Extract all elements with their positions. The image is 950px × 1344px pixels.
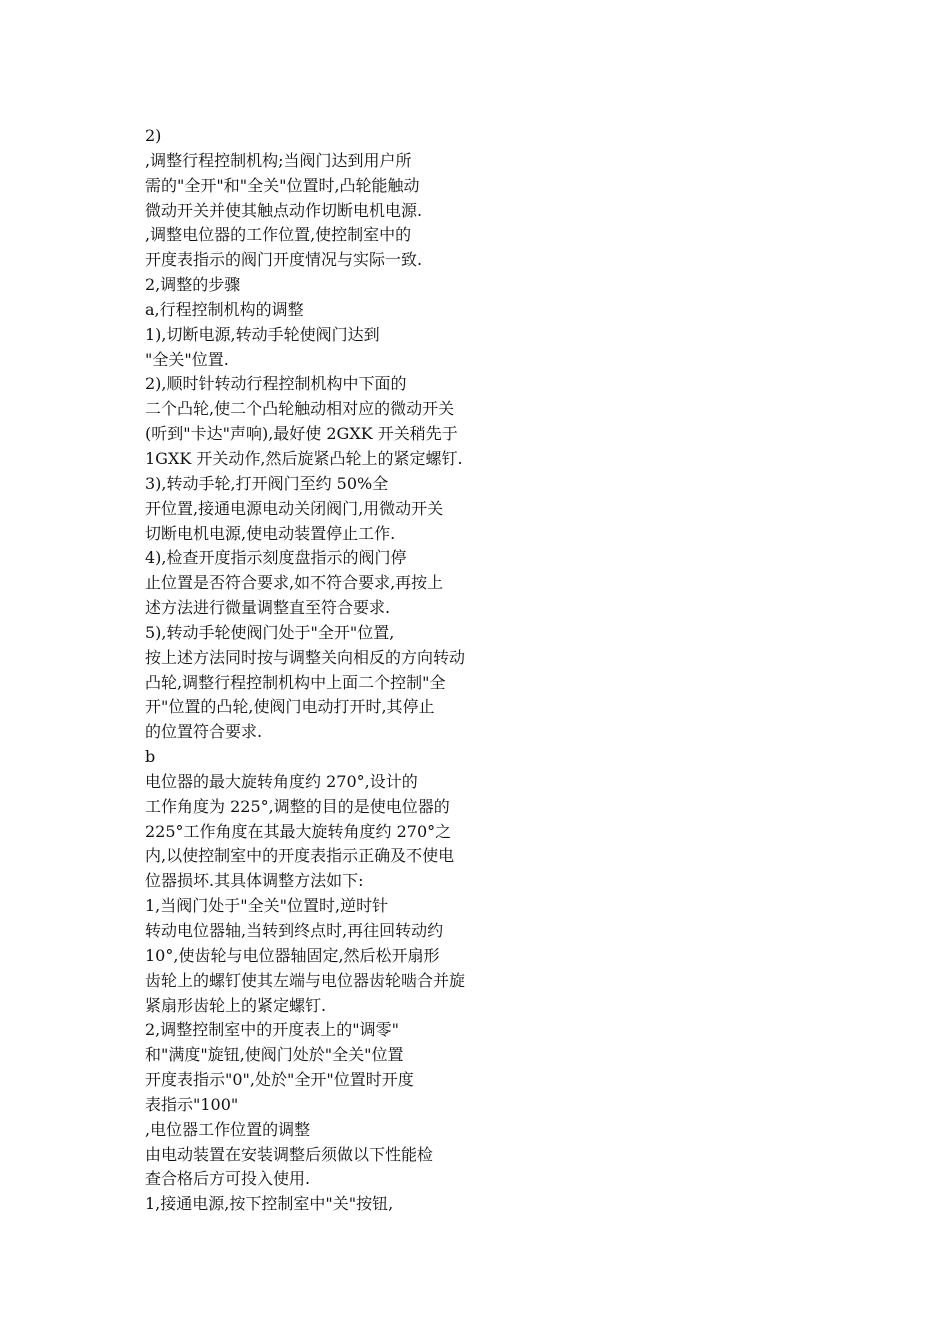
text-line: 表指示"100" bbox=[145, 1094, 239, 1114]
text-line: 1,接通电源,按下控制室中"关"按钮, bbox=[145, 1194, 394, 1214]
text-line: 225°工作角度在其最大旋转角度约 270°之 bbox=[145, 821, 452, 841]
text-line: 由电动装置在安装调整后须做以下性能检 bbox=[145, 1144, 434, 1164]
text-line: 电位器的最大旋转角度约 270°,设计的 bbox=[145, 771, 418, 791]
section-heading: 2,调整的步骤 bbox=[145, 275, 241, 295]
text-line: 3),转动手轮,打开阀门至约 50%全 bbox=[145, 473, 389, 493]
text-line: 2),顺时针转动行程控制机构中下面的 bbox=[145, 374, 407, 394]
text-line: 需的"全开"和"全关"位置时,凸轮能触动 bbox=[145, 175, 420, 195]
text-line: 开"位置的凸轮,使阀门电动打开时,其停止 bbox=[145, 697, 435, 717]
document-body bbox=[145, 124, 845, 1217]
text-line: 二个凸轮,使二个凸轮触动相对应的微动开关 bbox=[145, 399, 455, 419]
text-line: 位器损坏.其具体调整方法如下: bbox=[145, 871, 364, 891]
text-line: ,调整行程控制机构;当阀门达到用户所 bbox=[145, 150, 412, 170]
text-line: 和"满度"旋钮,使阀门处於"全关"位置 bbox=[145, 1045, 404, 1065]
text-line: "全关"位置. bbox=[145, 349, 229, 369]
text-line: 止位置是否符合要求,如不符合要求,再按上 bbox=[145, 573, 444, 593]
text-line: 按上述方法同时按与调整关向相反的方向转动 bbox=[145, 647, 466, 667]
text-line: 凸轮,调整行程控制机构中上面二个控制"全 bbox=[145, 672, 446, 692]
text-line: 10°,使齿轮与电位器轴固定,然后松开扇形 bbox=[145, 945, 440, 965]
text-line: 1,当阀门处于"全关"位置时,逆时针 bbox=[145, 896, 389, 916]
text-line: 切断电机电源,使电动装置停止工作. bbox=[145, 523, 396, 543]
text-line: 开度表指示的阀门开度情况与实际一致. bbox=[145, 250, 423, 270]
text-line: 内,以使控制室中的开度表指示正确及不使电 bbox=[145, 846, 455, 866]
text-line: 述方法进行微量调整直至符合要求. bbox=[145, 598, 391, 618]
text-line: 齿轮上的螺钉使其左端与电位器齿轮啮合并旋 bbox=[145, 970, 466, 990]
text-line: 1GXK 开关动作,然后旋紧凸轮上的紧定螺钉. bbox=[145, 448, 463, 468]
section-heading: ,电位器工作位置的调整 bbox=[145, 1119, 311, 1139]
text-line: 微动开关并使其触点动作切断电机电源. bbox=[145, 200, 423, 220]
text-line: 紧扇形齿轮上的紧定螺钉. bbox=[145, 995, 327, 1015]
text-line: 工作角度为 225°,调整的目的是使电位器的 bbox=[145, 796, 450, 816]
text-line: 的位置符合要求. bbox=[145, 722, 263, 742]
text-line: (听到"卡达"声响),最好使 2GXK 开关稍先于 bbox=[145, 424, 458, 444]
subsection-heading: a,行程控制机构的调整 bbox=[145, 299, 304, 319]
text-line: 开度表指示"0",处於"全开"位置时开度 bbox=[145, 1070, 414, 1090]
text-line: 开位置,接通电源电动关闭阀门,用微动开关 bbox=[145, 498, 444, 518]
text-line: 转动电位器轴,当转到终点时,再往回转动约 bbox=[145, 921, 444, 940]
text-line: 2,调整控制室中的开度表上的"调零" bbox=[145, 1020, 399, 1040]
text-line: 查合格后方可投入使用. bbox=[145, 1169, 311, 1189]
text-line: 1),切断电源,转动手轮使阀门达到 bbox=[145, 324, 380, 344]
text-line: 5),转动手轮使阀门处于"全开"位置, bbox=[145, 622, 395, 642]
text-line: 2) bbox=[145, 126, 162, 145]
subsection-heading: b bbox=[145, 747, 156, 767]
text-line: ,调整电位器的工作位置,使控制室中的 bbox=[145, 225, 412, 245]
text-line: 4),检查开度指示刻度盘指示的阀门停 bbox=[145, 548, 407, 568]
